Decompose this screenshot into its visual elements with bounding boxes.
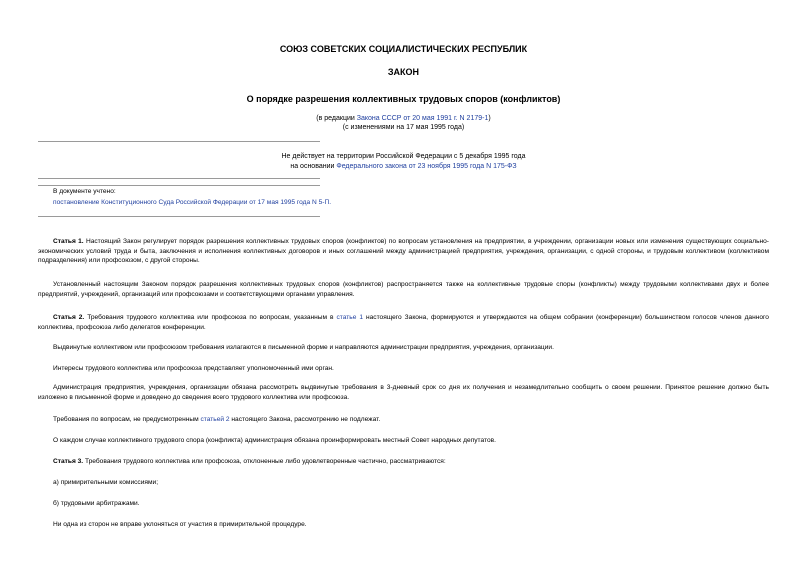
divider xyxy=(38,216,320,217)
paragraph-article-1 xyxy=(38,237,769,266)
divider xyxy=(38,141,320,142)
paragraph: Ни одна из сторон не вправе уклоняться от участия в примирительной процедуре. xyxy=(53,521,307,528)
article-2-link[interactable]: статьей 2 xyxy=(200,416,230,423)
list-item: б) трудовыми арбитражами. xyxy=(53,500,140,507)
divider xyxy=(38,178,320,179)
article-1-label: Статья 1. xyxy=(53,238,84,245)
amended-note: (с изменениями на 17 мая 1995 года) xyxy=(342,124,465,131)
status-prefix: на основании xyxy=(290,163,337,170)
article-3-label: Статья 3. xyxy=(53,458,84,465)
considered-link[interactable]: постановление Конституционного Суда Российской Федерации от 17 мая 1995 года N 5-П. xyxy=(53,199,332,206)
article-1-link[interactable]: статье 1 xyxy=(336,314,364,321)
union-heading: СОЮЗ СОВЕТСКИХ СОЦИАЛИСТИЧЕСКИХ РЕСПУБЛИК xyxy=(279,44,528,54)
status-link[interactable]: Федерального закона от 23 ноября 1995 года N 175-ФЗ xyxy=(336,163,517,170)
p7-text-b: настоящего Закона, рассмотрению не подлежат. xyxy=(229,416,381,423)
divider xyxy=(38,185,320,186)
law-title: О порядке разрешения коллективных трудовых споров (конфликтов) xyxy=(246,94,561,104)
paragraph: Интересы трудового коллектива или профсоюза представляет уполномоченный ими орган. xyxy=(53,365,334,372)
edition-link[interactable]: Закона СССР от 20 мая 1991 г. N 2179-1 xyxy=(356,115,489,122)
edition-suffix: ) xyxy=(488,115,491,122)
edition-note xyxy=(0,115,807,122)
paragraph: О каждом случае коллективного трудового спора (конфликта) администрация обязана проинформировать местный Совет народных депутатов. xyxy=(53,437,496,444)
paragraph-article-3 xyxy=(38,457,769,467)
doc-type-heading: ЗАКОН xyxy=(387,67,420,77)
paragraph: Выдвинутые коллективом или профсоюзом требования излагаются в письменной форме и направляются администрации предприятия, учреждения, организации. xyxy=(53,344,554,351)
article-1-text: Настоящий Закон регулирует порядок разрешения коллективных трудовых споров (конфликтов) по вопросам установления на предприятии, в учреждении, организации новых или изменения существующих социально-экономических условий труда и быта, заключения и исполнения коллективных договоров и иных соглашений между администрацией предприятия, учреждения, организации, с одной стороны, и трудовым коллективом (коллективом подразделения) или профсоюзом, с другой стороны. xyxy=(38,238,770,264)
p7-text-a: Требования по вопросам, не предусмотренным xyxy=(53,416,201,423)
paragraph-article-2 xyxy=(38,313,769,332)
paragraph: Установленный настоящим Законом порядок разрешения коллективных трудовых споров (конфликтов) распространяется также на коллективные трудовые споры (конфликты) между трудовыми коллективами двух и более предприятий, учреждений, организаций или профсоюзами и соответствующими органами управления. xyxy=(38,281,769,298)
paragraph xyxy=(38,415,769,425)
status-line-1: Не действует на территории Российской Федерации с 5 декабря 1995 года xyxy=(281,153,526,160)
considered-label: В документе учтено: xyxy=(53,188,116,195)
status-line-2 xyxy=(0,163,807,170)
list-item: а) примирительными комиссиями; xyxy=(53,479,159,486)
edition-prefix: (в редакции xyxy=(316,115,357,122)
article-2-label: Статья 2. xyxy=(53,314,85,321)
article-2-text-a: Требования трудового коллектива или профсоюза по вопросам, указанным в xyxy=(84,314,337,321)
article-2-text-b: настоящего Закона, формируются и утверждаются на общем собрании (конференции) большинством голосов членов данного коллектива, профсоюза либо делегатов конференции. xyxy=(38,314,769,331)
paragraph: Администрация предприятия, учреждения, организации обязана рассмотреть выдвинутые требования в 3-дневный срок со дня их получения и незамедлительно сообщить о своем решении. Принятое решение должно быть изложено в письменной форме и доведено до сведения всего трудового коллектива или профсоюза. xyxy=(38,384,769,401)
article-3-text: Требования трудового коллектива или профсоюза, отклоненные либо удовлетворенные частично, рассматриваются: xyxy=(83,458,446,465)
